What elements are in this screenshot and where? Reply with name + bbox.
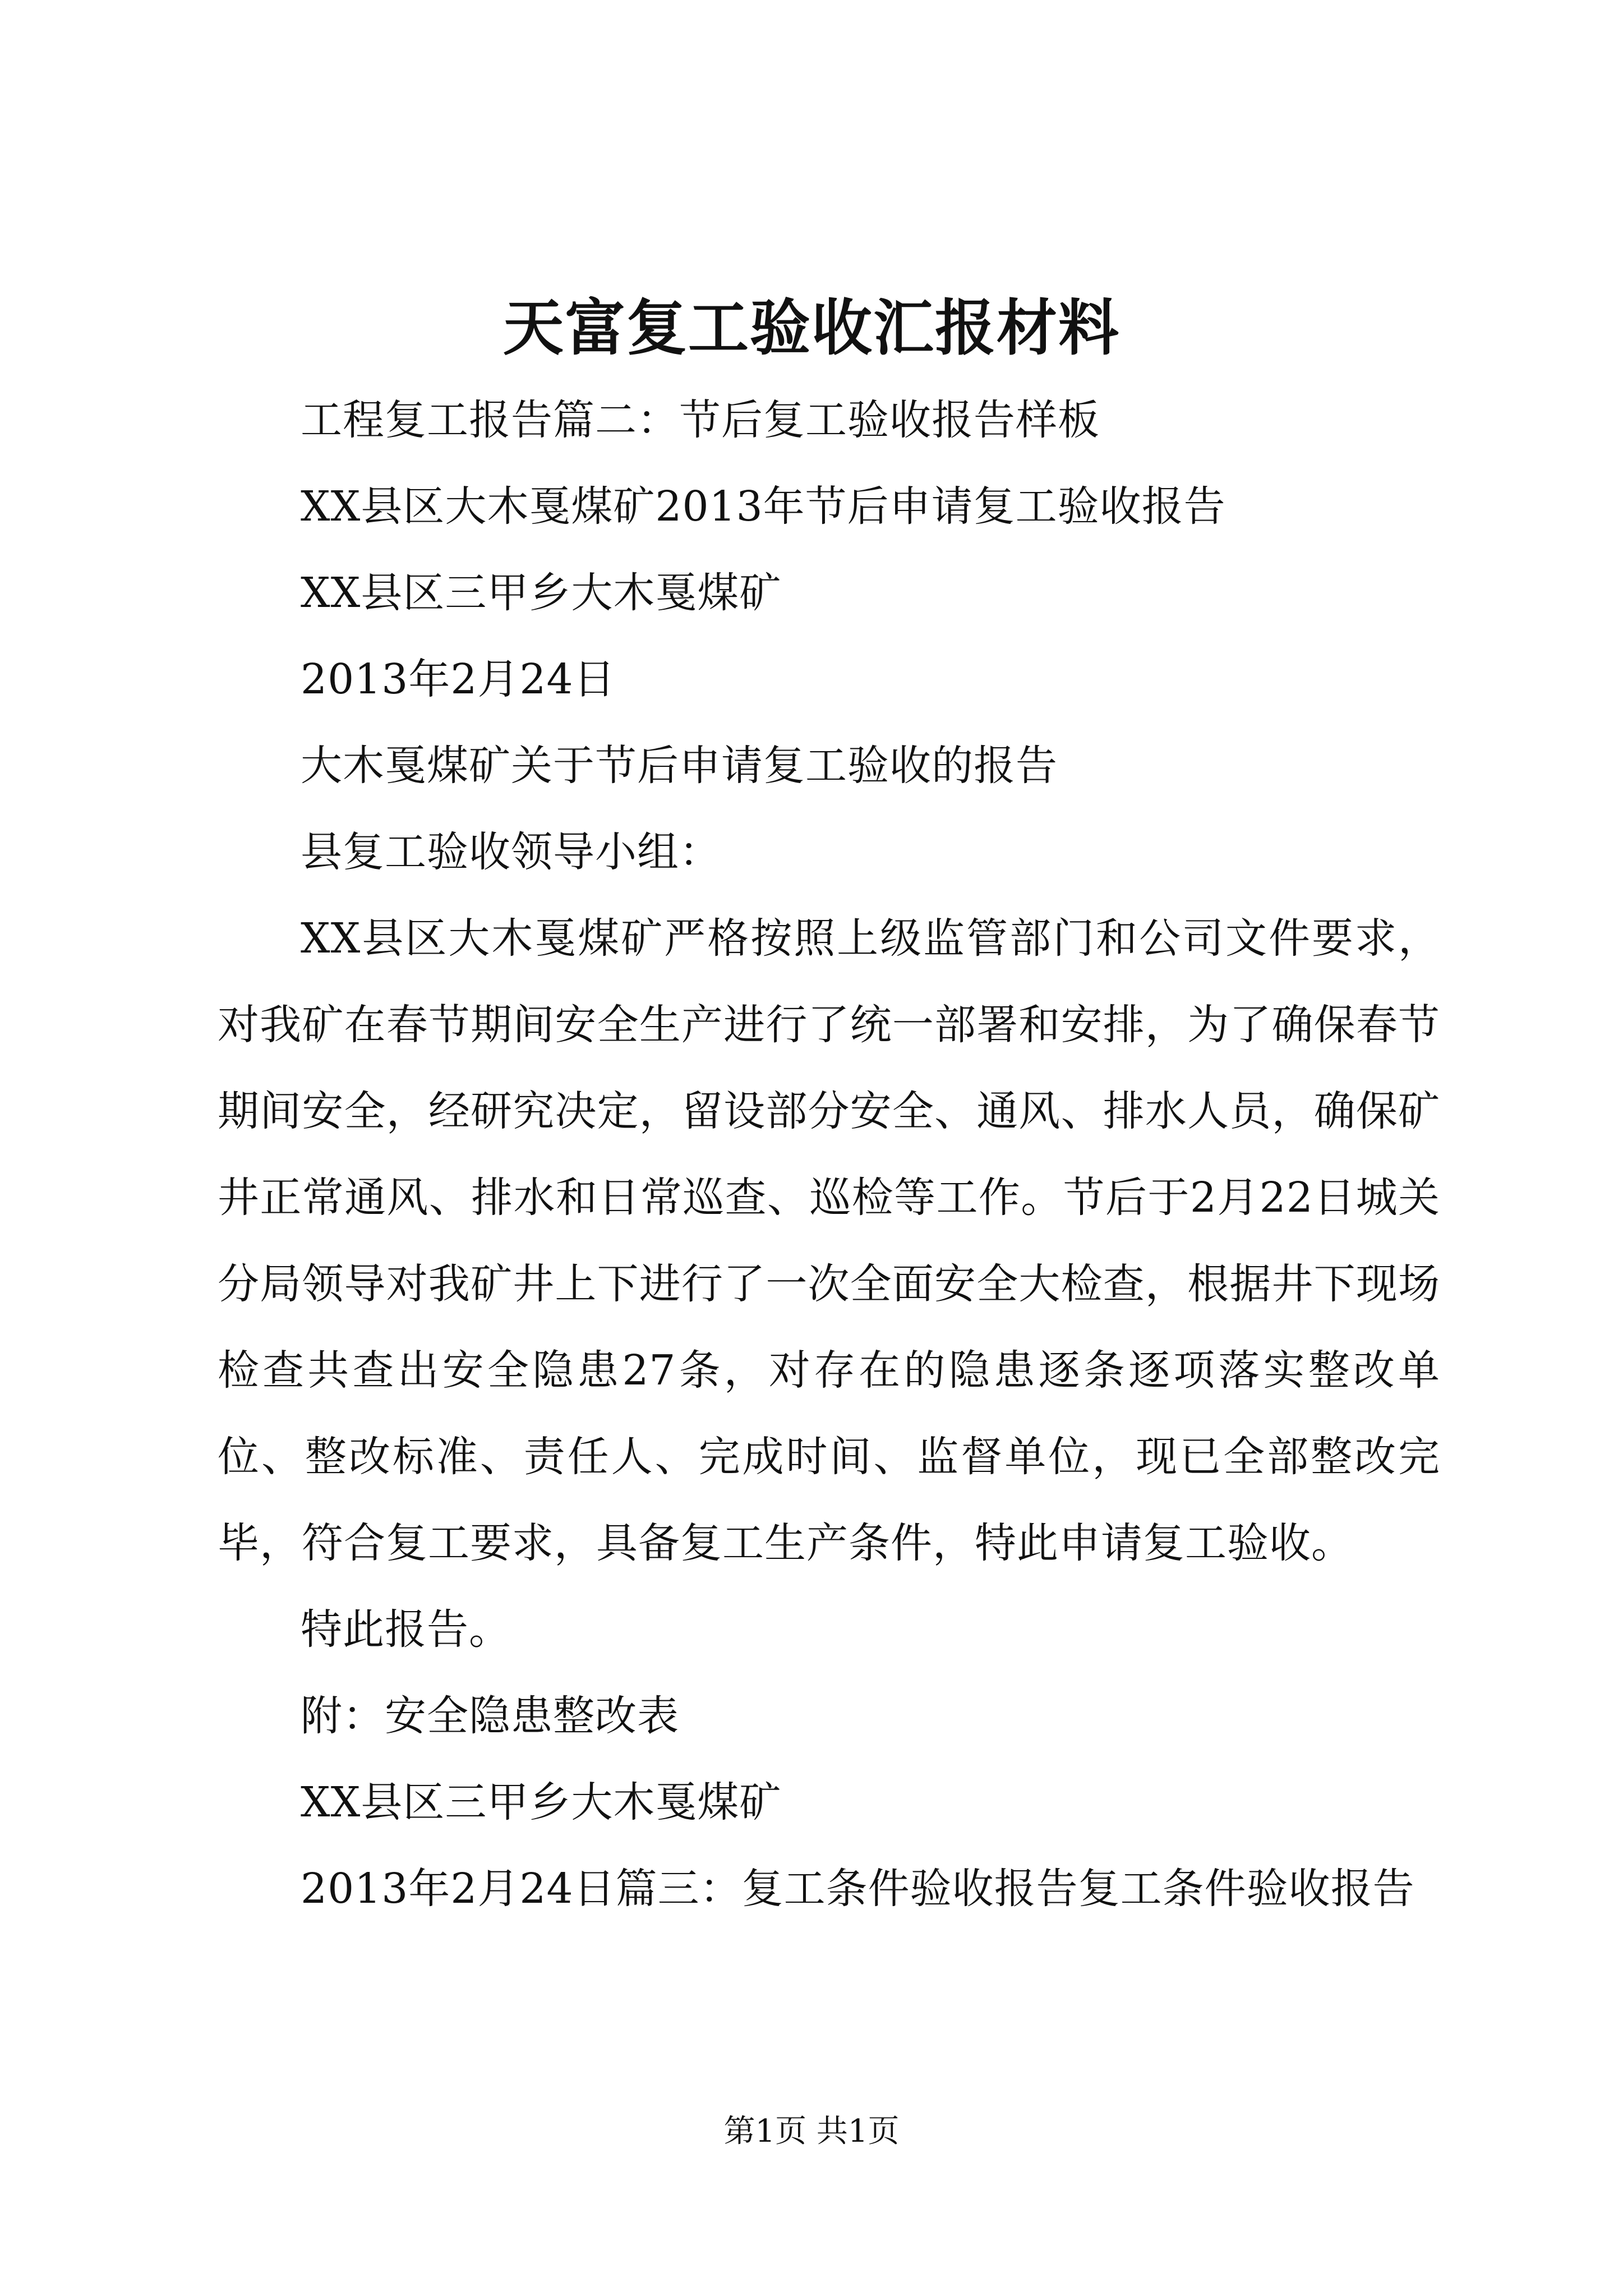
- page-footer: 第1页 共1页: [723, 2113, 900, 2150]
- document-body: [218, 377, 1440, 1932]
- paragraph: 附：安全隐患整改表: [301, 1692, 679, 1740]
- paragraph: 特此报告。: [301, 1605, 511, 1654]
- paragraph: XX县区大木戛煤矿2013年节后申请复工验收报告: [301, 482, 1226, 531]
- paragraph: 工程复工报告篇二：节后复工验收报告样板: [301, 396, 1100, 444]
- paragraph: XX县区三甲乡大木戛煤矿: [301, 1778, 782, 1826]
- paragraph: XX县区大木戛煤矿严格按照上级监管部门和公司文件要求，对我矿在春节期间安全生产进行了统一部署和安排，为了确保春节期间安全，经研究决定，留设部分安全、通风、排水人员，确保矿井正常通风、排水和日常巡查、巡检等工作。节后于2月22日城关分局领导对我矿井上下进行了一次全面安全大检查，根据井下现场检查共查出安全隐患27条，对存在的隐患逐条逐项落实整改单位、整改标准、责任人、完成时间、监督单位，现已全部整改完毕，符合复工要求，具备复工生产条件，特此申请复工验收。: [218, 914, 1440, 1567]
- paragraph: 大木戛煤矿关于节后申请复工验收的报告: [301, 742, 1058, 790]
- paragraph: 县复工验收领导小组：: [301, 828, 721, 876]
- paragraph: 2013年2月24日: [301, 655, 616, 703]
- paragraph: XX县区三甲乡大木戛煤矿: [301, 569, 782, 617]
- paragraph: 2013年2月24日篇三：复工条件验收报告复工条件验收报告: [301, 1865, 1415, 1913]
- document-title: 天富复工验收汇报材料: [502, 293, 1120, 364]
